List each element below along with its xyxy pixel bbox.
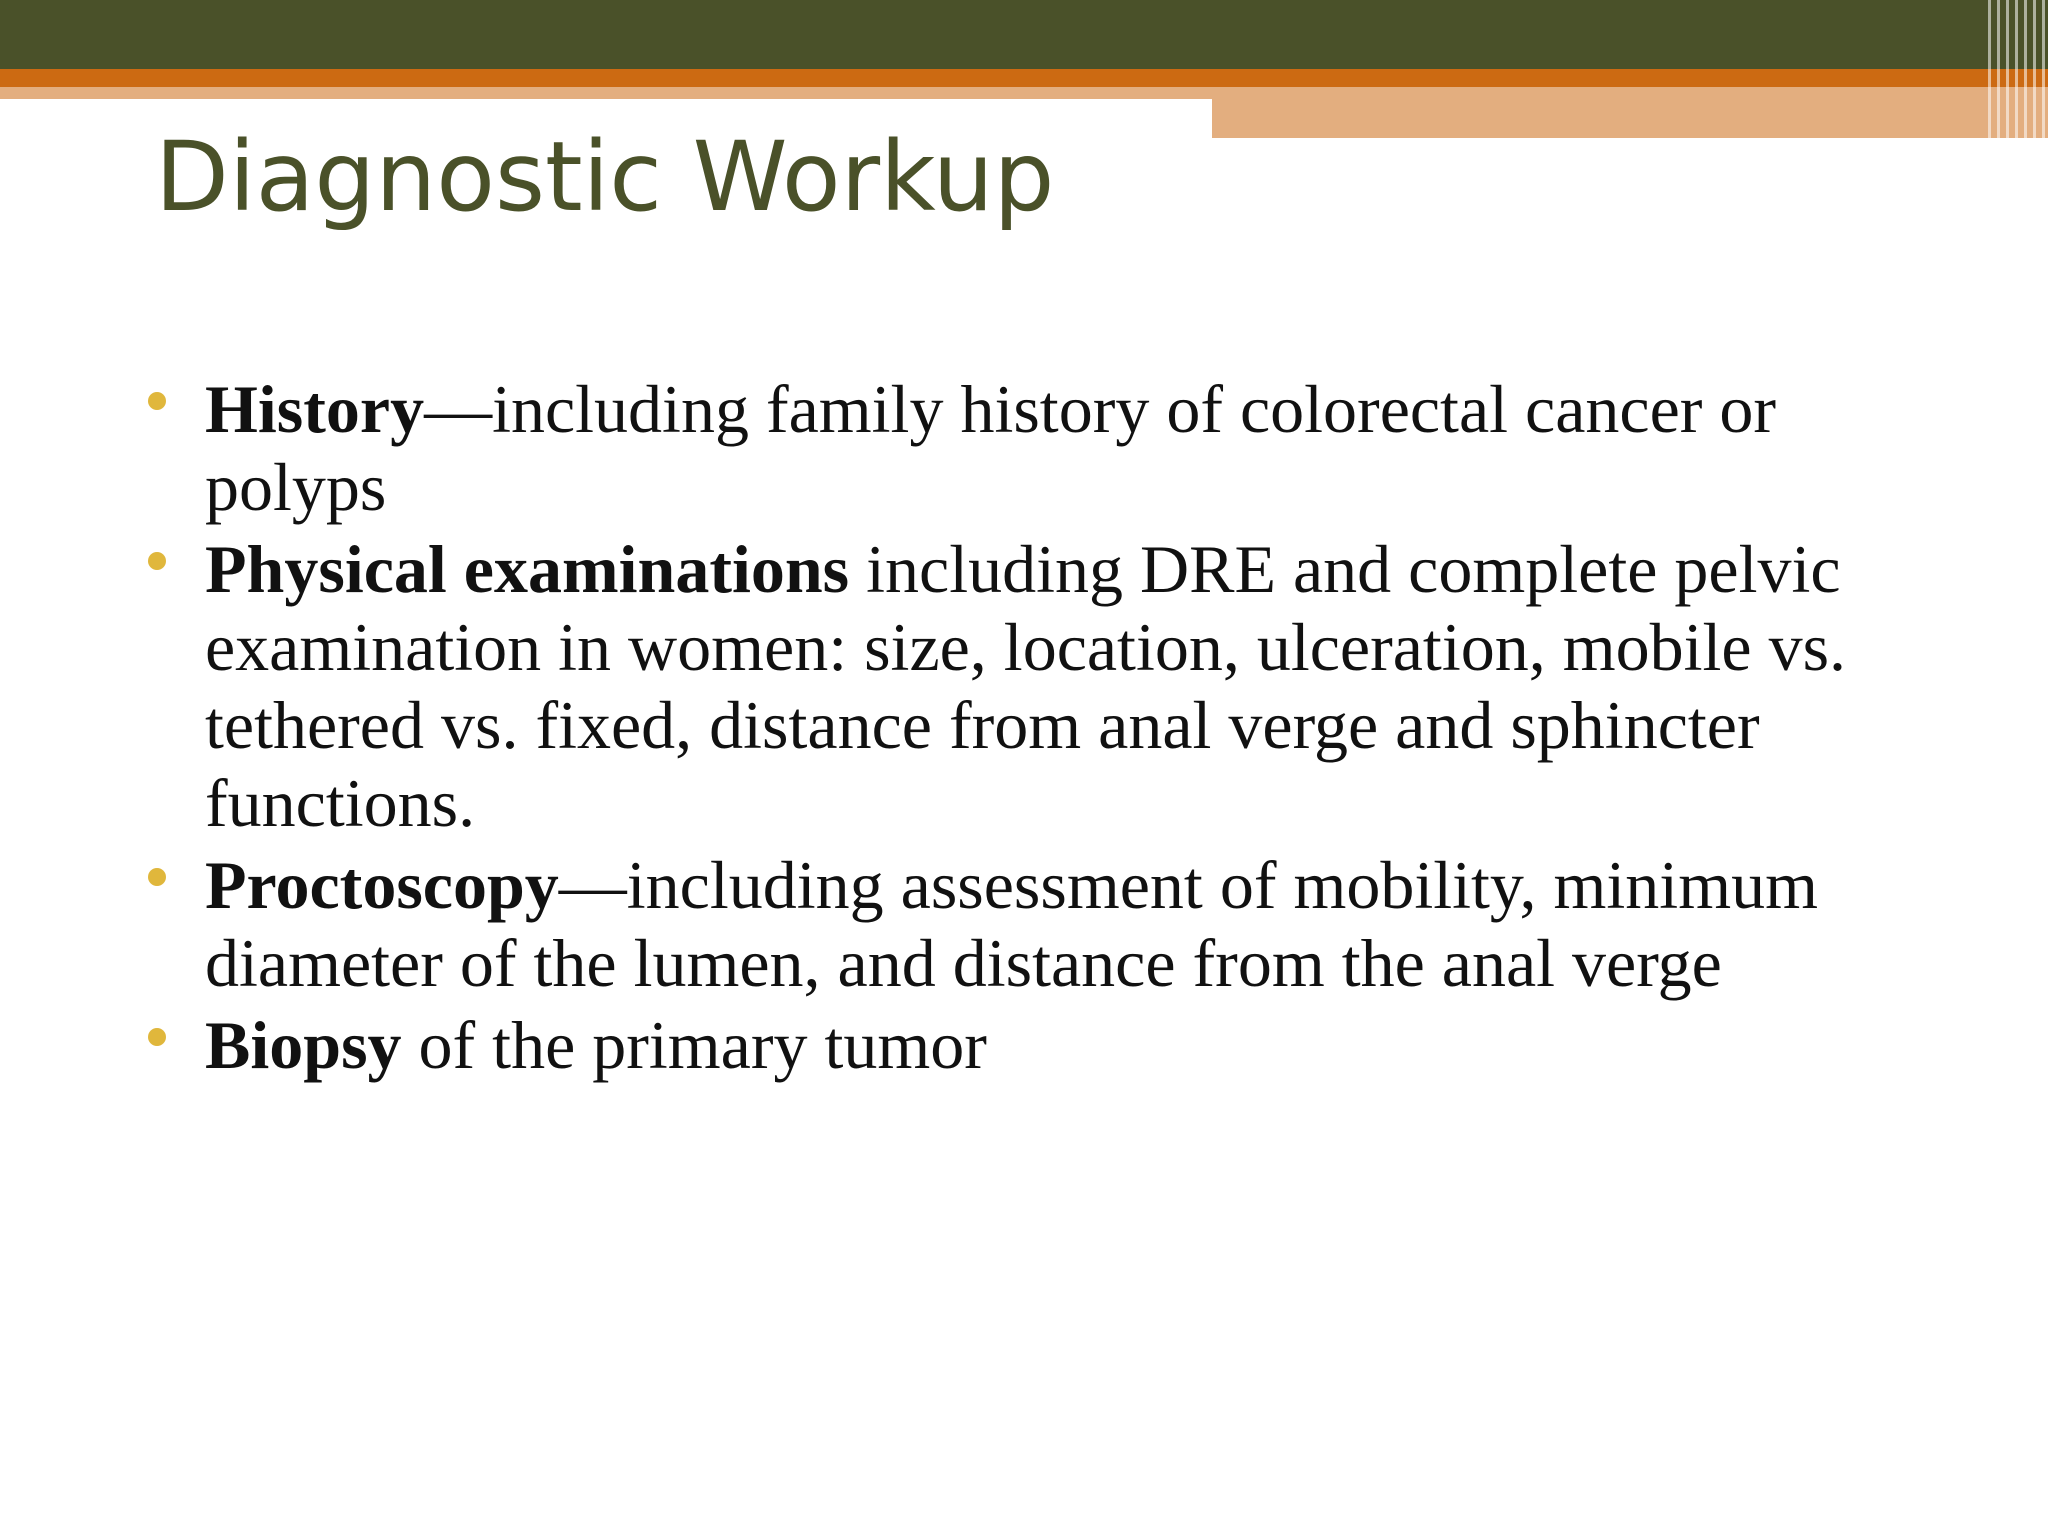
header-band-dark	[0, 0, 2048, 69]
bullet-item-proctoscopy	[140, 846, 1900, 1002]
slide-title: Diagnostic Workup	[155, 121, 1055, 233]
bullet-dot-icon	[148, 392, 166, 410]
bullet-item-biopsy	[140, 1006, 1900, 1084]
header-band-orange	[0, 69, 2048, 87]
bullet-text: including DRE and complete pelvic examination in women: size, location, ulceration, mobile vs. tethered vs. fixed, distance from anal verge and sphincter functions.	[205, 531, 1847, 841]
bullet-dot-icon	[148, 552, 166, 570]
header-stripes-decoration	[1988, 0, 2048, 138]
bullet-text: of the primary tumor	[401, 1007, 987, 1083]
bullet-list	[140, 370, 1900, 1088]
bullet-term: Physical examinations	[205, 531, 850, 607]
bullet-text: —including family history of colorectal cancer or polyps	[205, 371, 1777, 525]
bullet-term: History	[205, 371, 425, 447]
bullet-term: Proctoscopy	[205, 847, 559, 923]
bullet-term: Biopsy	[205, 1007, 402, 1083]
bullet-item-history	[140, 370, 1900, 526]
bullet-dot-icon	[148, 1028, 166, 1046]
bullet-text: —including assessment of mobility, minimum diameter of the lumen, and distance from the anal verge	[205, 847, 1818, 1001]
header-band-peach-left	[0, 87, 1212, 99]
header-band-peach-right	[1212, 87, 2048, 138]
bullet-item-physical-examinations	[140, 530, 1900, 842]
bullet-dot-icon	[148, 868, 166, 886]
